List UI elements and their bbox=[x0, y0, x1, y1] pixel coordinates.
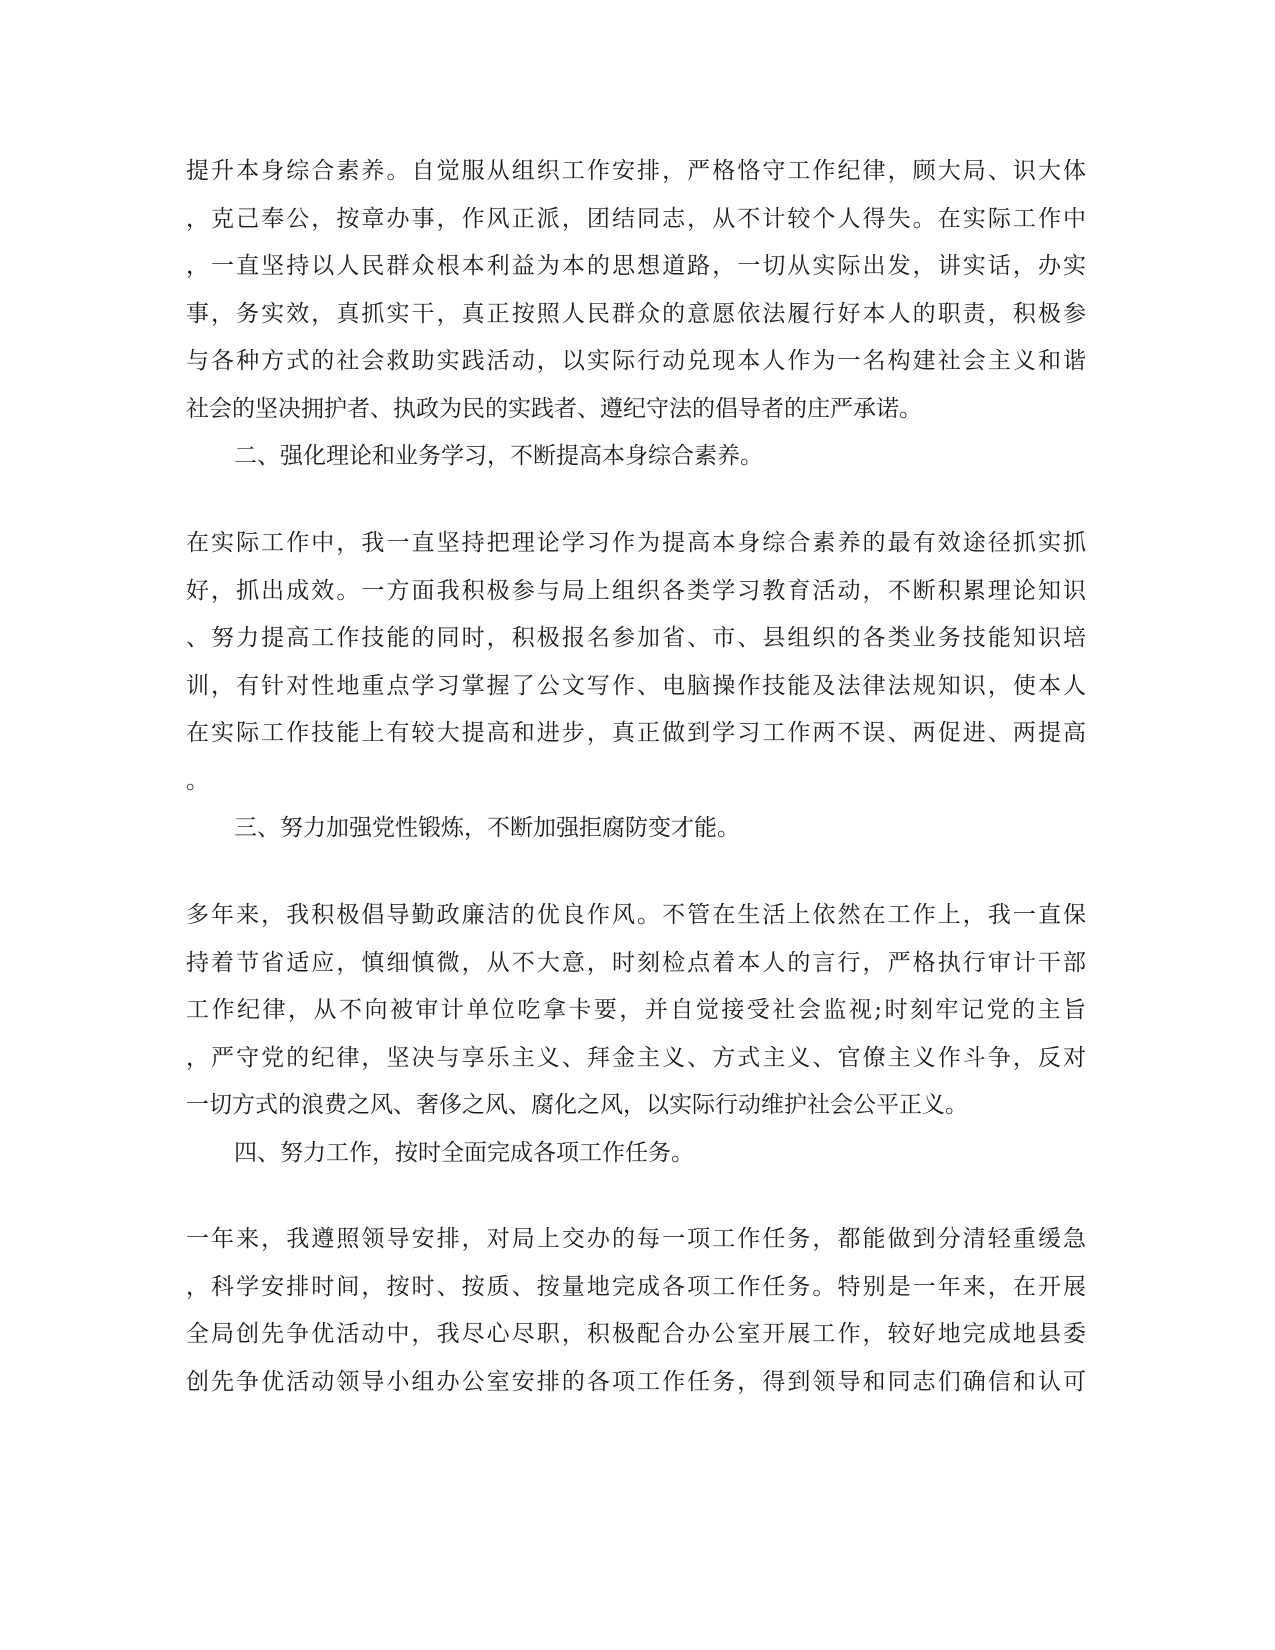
paragraph-line: 事，务实效，真抓实干，真正按照人民群众的意愿依法履行好本人的职责，积极参 bbox=[186, 300, 1086, 327]
paragraph-line: 工作纪律，从不向被审计单位吃拿卡要，并自觉接受社会监视;时刻牢记党的主旨 bbox=[186, 997, 1086, 1023]
paragraph-line: 一年来，我遵照领导安排，对局上交办的每一项工作任务，都能做到分清轻重缓急 bbox=[186, 1226, 1086, 1252]
paragraph-line: 在实际工作中，我一直坚持把理论学习作为提高本身综合素养的最有效途径抓实抓 bbox=[186, 530, 1086, 556]
paragraph-line: 全局创先争优活动中，我尽心尽职，积极配合办公室开展工作，较好地完成地县委 bbox=[186, 1321, 1086, 1347]
paragraph-line: 多年来，我积极倡导勤政廉洁的优良作风。不管在生活上依然在工作上，我一直保 bbox=[186, 902, 1086, 928]
paragraph-line: ，科学安排时间，按时、按质、按量地完成各项工作任务。特别是一年来，在开展 bbox=[186, 1273, 1086, 1300]
paragraph-1 bbox=[186, 148, 1086, 433]
paragraph-line: 提升本身综合素养。自觉服从组织工作安排，严格恪守工作纪律，顾大局、识大体 bbox=[186, 158, 1086, 184]
paragraph-line: ，严守党的纪律，坚决与享乐主义、拜金主义、方式主义、官僚主义作斗争，反对 bbox=[186, 1044, 1086, 1071]
paragraph-line: ，一直坚持以人民群众根本利益为本的思想道路，一切从实际出发，讲实话，办实 bbox=[186, 253, 1086, 279]
paragraph-line: 创先争优活动领导小组办公室安排的各项工作任务，得到领导和同志们确信和认可 bbox=[186, 1368, 1086, 1395]
paragraph-line: 。 bbox=[186, 767, 209, 794]
paragraph-line: 在实际工作技能上有较大提高和进步，真正做到学习工作两不误、两促进、两提高 bbox=[186, 720, 1086, 746]
paragraph-line: 持着节省适应，慎细慎微，从不大意，时刻检点着本人的言行，严格执行审计干部 bbox=[186, 949, 1086, 976]
section-heading-3: 三、努力加强党性锻炼，不断加强拒腐防变才能。 bbox=[234, 815, 740, 841]
section-heading-4: 四、努力工作，按时全面完成各项工作任务。 bbox=[234, 1140, 694, 1166]
paragraph-line: 社会的坚决拥护者、执政为民的实践者、遵纪守法的倡导者的庄严承诺。 bbox=[186, 395, 922, 422]
paragraph-line: 训，有针对性地重点学习掌握了公文写作、电脑操作技能及法律法规知识，使本人 bbox=[186, 672, 1086, 699]
paragraph-line: 一切方式的浪费之风、奢侈之风、腐化之风，以实际行动维护社会公平正义。 bbox=[186, 1092, 968, 1118]
paragraph-line: 好，抓出成效。一方面我积极参与局上组织各类学习教育活动，不断积累理论知识 bbox=[186, 577, 1086, 604]
paragraph-line: ，克己奉公，按章办事，作风正派，团结同志，从不计较个人得失。在实际工作中 bbox=[186, 205, 1086, 232]
paragraph-line: 、努力提高工作技能的同时，积极报名参加省、市、县组织的各类业务技能知识培 bbox=[186, 625, 1086, 651]
paragraph-2 bbox=[186, 520, 1086, 805]
paragraph-line: 与各种方式的社会救助实践活动，以实际行动兑现本人作为一名构建社会主义和谐 bbox=[186, 348, 1086, 374]
section-heading-2: 二、强化理论和业务学习，不断提高本身综合素养。 bbox=[234, 443, 763, 469]
paragraph-4 bbox=[186, 1216, 1086, 1406]
paragraph-3 bbox=[186, 892, 1086, 1130]
